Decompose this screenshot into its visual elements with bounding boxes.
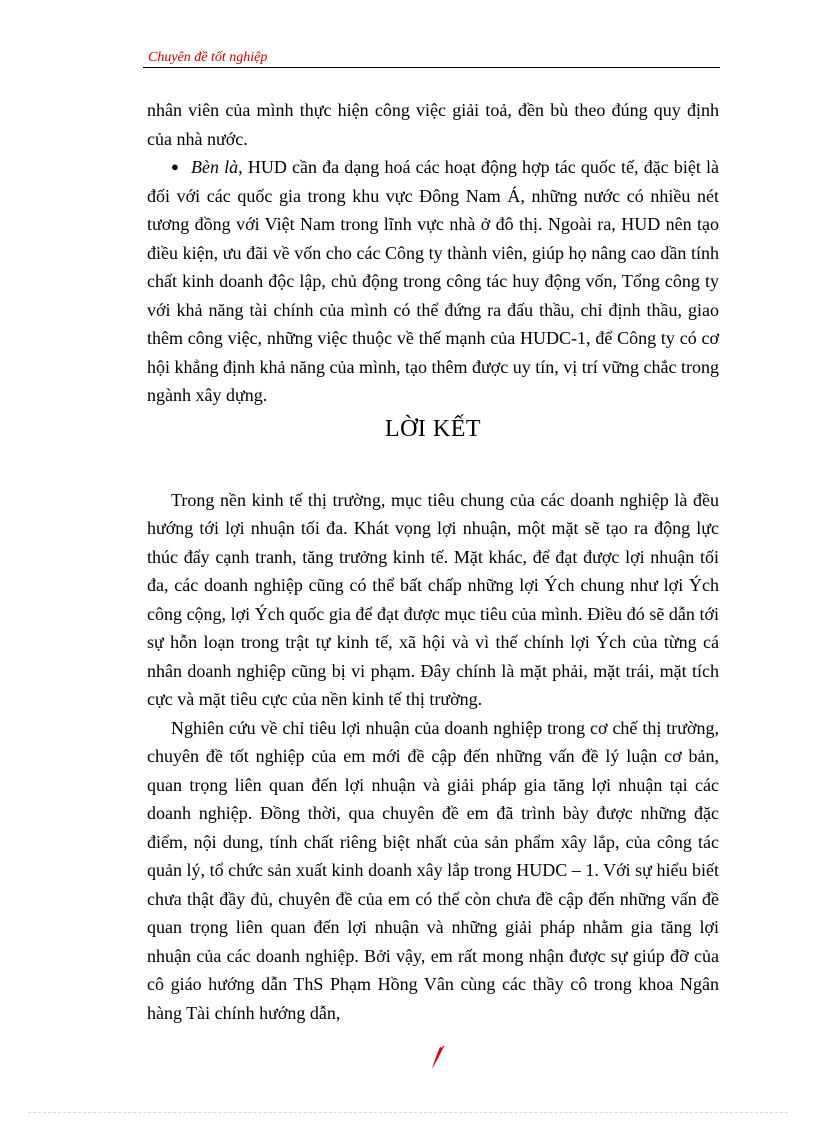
document-body [147, 96, 719, 1027]
bullet-paragraph [147, 153, 719, 410]
continued-paragraph: nhân viên của mình thực hiện công việc giải toả, đền bù theo đúng quy định của nhà nước. [147, 100, 719, 149]
running-header: Chuyên đề tốt nghiệp [148, 50, 268, 65]
bullet-lead: Bèn là, [191, 157, 243, 177]
conclusion-paragraph-2: Nghiên cứu về chỉ tiêu lợi nhuận của doanh nghiệp trong cơ chế thị trường, chuyên đề tốt nghiệp của em mới đề cập đến những vấn đề lý luận cơ bản, quan trọng liên quan đến lợi nhuận và giải pháp gia tăng lợi nhuận tại các doanh nghiệp. Đồng thời, qua chuyên đề em đã trình bày được những đặc điểm, nội dung, tính chất riêng biệt nhất của sản phẩm xây lắp, của công tác quản lý, tổ chức sản xuất kinh doanh xây lắp trong HUDC – 1. Với sự hiểu biết chưa thật đầy đủ, chuyên đề của em có thể còn chưa đề cập đến những vấn đề quan trọng liên quan đến lợi nhuận và những giải pháp nhằm gia tăng lợi nhuận của các doanh nghiệp. Bởi vậy, em rất mong nhận được sự giúp đỡ của cô giáo hướng dẫn ThS Phạm Hồng Vân cùng các thầy cô trong khoa Ngân hàng Tài chính hướng dẫn, [147, 717, 719, 1023]
bullet-dot-icon: ● [171, 159, 179, 174]
page-bottom-divider [28, 1112, 788, 1113]
bullet-text: HUD cần đa dạng hoá các hoạt động hợp tác quốc tế, đặc biệt là đối với các quốc gia trong khu vực Đông Nam Á, những nước có nhiều nét tương đồng với Việt Nam trong lĩnh vực nhà ở đô thị. Ngoài ra, HUD nên tạo điều kiện, ưu đãi về vốn cho các Công ty thành viên, giúp họ nâng cao dần tính chất kinh doanh độc lập, chủ động trong công tác huy động vốn, Tổng công ty với khả năng tài chính của mình có thể đứng ra đấu thầu, chỉ định thầu, giao thêm công việc, những việc thuộc về thế mạnh của HUDC-1, để Công ty có cơ hội khẳng định khả năng của mình, tạo thêm được uy tín, vị trí vững chắc trong ngành xây dựng. [147, 157, 719, 405]
conclusion-paragraph-1: Trong nền kinh tế thị trường, mục tiêu chung của các doanh nghiệp là đều hướng tới lợi nhuận tối đa. Khát vọng lợi nhuận, một mặt sẽ tạo ra động lực thúc đẩy cạnh tranh, tăng trưởng kinh tế. Mặt khác, để đạt được lợi nhuận tối đa, các doanh nghiệp cũng có thể bất chấp những lợi Ých chung như lợi Ých công cộng, lợi Ých quốc gia để đạt được mục tiêu của mình. Điều đó sẽ dẫn tới sự hỗn loạn trong trật tự kinh tế, xã hội và vì thế chính lợi Ých của từng cá nhân doanh nghiệp cũng bị vi phạm. Đây chính là mặt phải, mặt trái, mặt tích cực và mặt tiêu cực của nền kinh tế thị trường. [147, 489, 719, 709]
header-divider [143, 67, 720, 68]
section-title: LỜI KẾT [384, 415, 482, 442]
red-quill-mark-icon [427, 1044, 447, 1072]
